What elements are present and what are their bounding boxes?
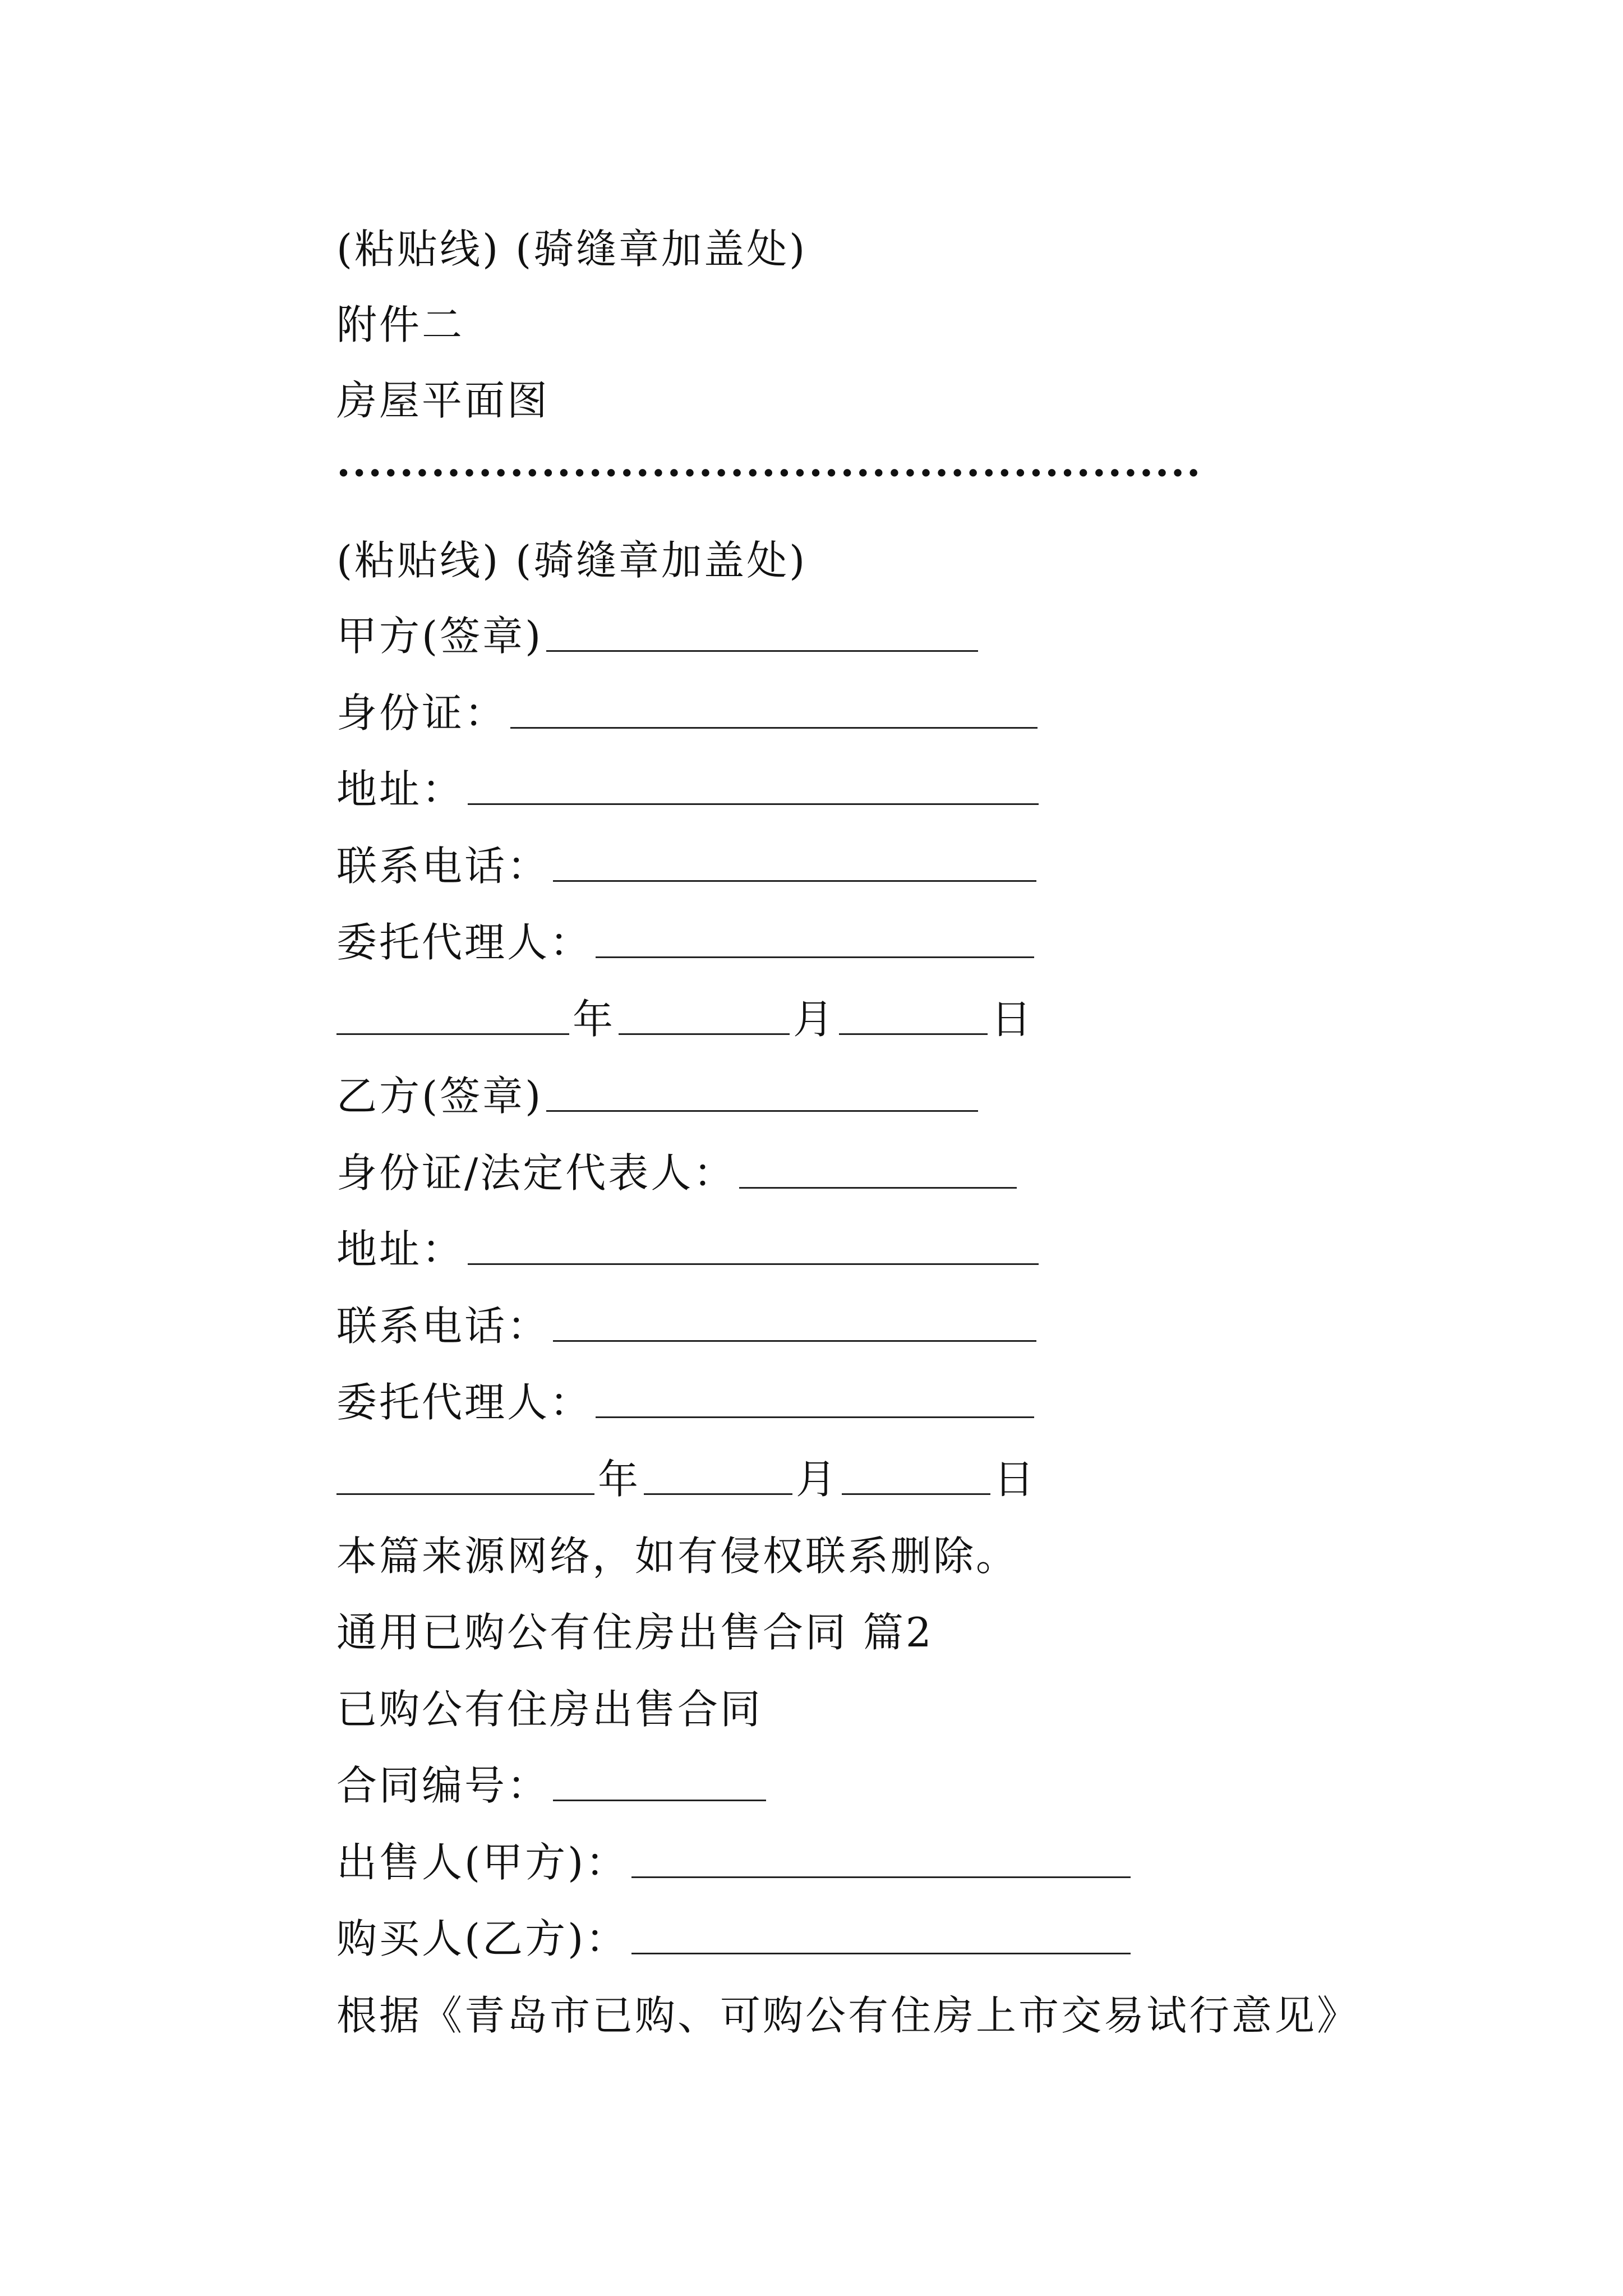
day-label: 日 — [994, 1456, 1037, 1503]
party-b-signature-row — [336, 1055, 981, 1120]
paste-line-note: (粘贴线) (骑缝章加盖处) — [336, 537, 808, 584]
floor-plan-label: 房屋平面图 — [336, 377, 550, 424]
party-a-id-label: 身份证： — [336, 689, 508, 737]
party-a-agent-blank[interactable] — [596, 956, 1034, 958]
party-a-signature-blank[interactable] — [546, 650, 978, 652]
party-a-date-row — [336, 978, 1034, 1043]
party-b-agent-row — [336, 1361, 1038, 1426]
buyer-blank[interactable] — [631, 1952, 1131, 1954]
seller-row — [336, 1821, 1134, 1886]
party-a-signature-label: 甲方(签章) — [336, 613, 543, 660]
party-a-agent-row — [336, 901, 1038, 966]
party-a-id-row — [336, 671, 1041, 737]
year-label: 年 — [598, 1456, 641, 1503]
attachment-heading: 附件二 — [336, 301, 465, 348]
day-label: 日 — [991, 996, 1034, 1043]
source-note: 本篇来源网络，如有侵权联系删除。 — [336, 1533, 1019, 1580]
party-a-phone-label: 联系电话： — [336, 843, 550, 890]
party-b-phone-row — [336, 1285, 1040, 1350]
buyer-label: 购买人(乙方)： — [336, 1915, 629, 1962]
party-b-phone-label: 联系电话： — [336, 1303, 550, 1350]
party-a-phone-row — [336, 825, 1040, 890]
month-blank[interactable] — [619, 1033, 790, 1035]
party-b-address-row — [336, 1208, 1042, 1273]
party-b-phone-blank[interactable] — [553, 1340, 1036, 1342]
contract-number-blank[interactable] — [553, 1799, 766, 1801]
basis-paragraph: 根据《青岛市已购、可购公有住房上市交易试行意见》 — [336, 1992, 1360, 2039]
seller-blank[interactable] — [631, 1876, 1131, 1878]
day-blank[interactable] — [839, 1033, 988, 1035]
year-blank[interactable] — [336, 1033, 569, 1035]
year-blank[interactable] — [336, 1493, 594, 1495]
party-a-agent-label: 委托代理人： — [336, 919, 593, 966]
seller-label: 出售人(甲方)： — [336, 1839, 629, 1886]
dotted-separator: ······················································· — [336, 449, 1202, 496]
party-b-id-row — [336, 1131, 1020, 1197]
contract-number-label: 合同编号： — [336, 1762, 550, 1809]
party-b-address-label: 地址： — [336, 1226, 465, 1273]
buyer-row — [336, 1897, 1134, 1962]
chapter-title: 通用已购公有住房出售合同 篇2 — [336, 1609, 934, 1656]
month-label: 月 — [796, 1456, 839, 1503]
month-blank[interactable] — [644, 1493, 792, 1495]
contract-number-row — [336, 1744, 769, 1809]
paste-line-note: (粘贴线) (骑缝章加盖处) — [336, 226, 808, 273]
party-a-signature-row — [336, 595, 981, 660]
party-b-id-label: 身份证/法定代表人： — [336, 1149, 736, 1197]
party-a-address-blank[interactable] — [468, 803, 1039, 805]
party-b-id-blank[interactable] — [739, 1186, 1017, 1189]
party-a-phone-blank[interactable] — [553, 880, 1036, 882]
year-label: 年 — [573, 996, 616, 1043]
party-a-address-row — [336, 748, 1042, 813]
party-b-address-blank[interactable] — [468, 1263, 1039, 1265]
party-b-agent-blank[interactable] — [596, 1416, 1034, 1418]
day-blank[interactable] — [842, 1493, 990, 1495]
party-b-agent-label: 委托代理人： — [336, 1379, 593, 1426]
party-b-signature-label: 乙方(签章) — [336, 1073, 543, 1120]
contract-title: 已购公有住房出售合同 — [336, 1686, 763, 1733]
party-a-id-blank[interactable] — [510, 726, 1038, 729]
month-label: 月 — [793, 996, 836, 1043]
party-b-signature-blank[interactable] — [546, 1110, 978, 1112]
party-b-date-row — [336, 1438, 1037, 1503]
party-a-address-label: 地址： — [336, 766, 465, 813]
